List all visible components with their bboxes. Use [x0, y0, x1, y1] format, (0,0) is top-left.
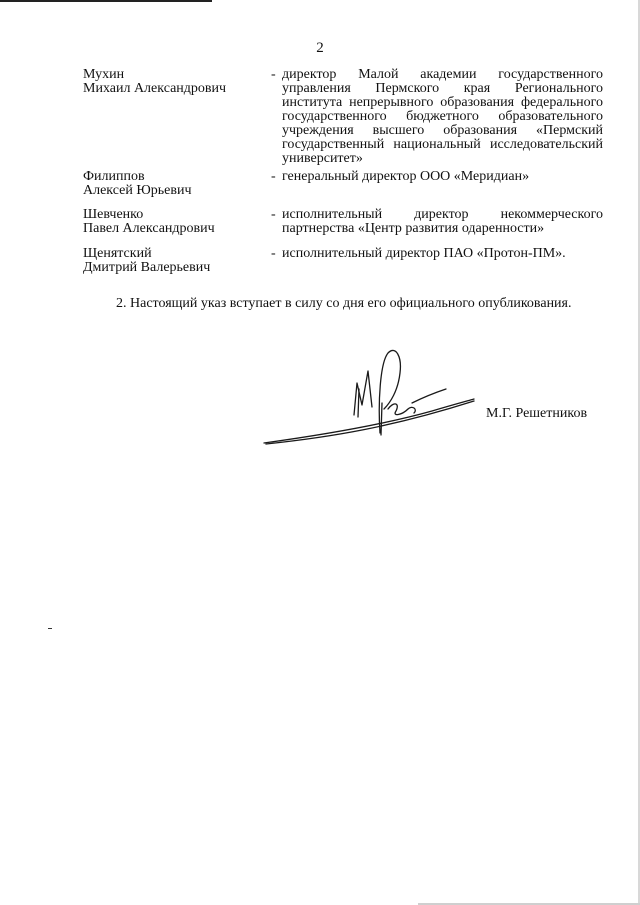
member-given-names: Дмитрий Валерьевич: [83, 260, 211, 275]
member-name: [83, 170, 263, 198]
page-number: 2: [316, 40, 324, 56]
member-surname: Щенятский: [83, 246, 152, 261]
member-surname: Шевченко: [83, 207, 144, 222]
member-dash: -: [271, 67, 276, 82]
signer-name: М.Г. Решетников: [486, 406, 588, 421]
member-description: исполнительный директор некоммерческого партнерства «Центр развития одаренности»: [282, 207, 603, 236]
paragraph-2: 2. Настоящий указ вступает в силу со дня его официального опубликования.: [116, 296, 572, 311]
member-description: генеральный директор ООО «Меридиан»: [282, 169, 530, 184]
scan-artifact: [48, 628, 52, 629]
handwritten-signature: [262, 343, 476, 451]
member-surname: Мухин: [83, 67, 125, 82]
member-given-names: Алексей Юрьевич: [83, 183, 192, 198]
top-rule: [0, 0, 212, 2]
member-name: [83, 68, 263, 96]
member-given-names: Павел Александрович: [83, 221, 215, 236]
member-dash: -: [271, 207, 276, 222]
member-dash: -: [271, 246, 276, 261]
member-surname: Филиппов: [83, 169, 145, 184]
member-given-names: Михаил Александрович: [83, 81, 227, 96]
member-dash: -: [271, 169, 276, 184]
member-name: [83, 208, 263, 236]
member-description: исполнительный директор ПАО «Протон-ПМ».: [282, 246, 566, 261]
member-description: директор Малой академии государственного управления Пермского края Регионального института непрерывного образования федерального государственного бюджетного образовательного учреждения высшего образования «Пермский государственный национальный исследовательский университет»: [282, 67, 603, 166]
member-name: [83, 247, 263, 275]
